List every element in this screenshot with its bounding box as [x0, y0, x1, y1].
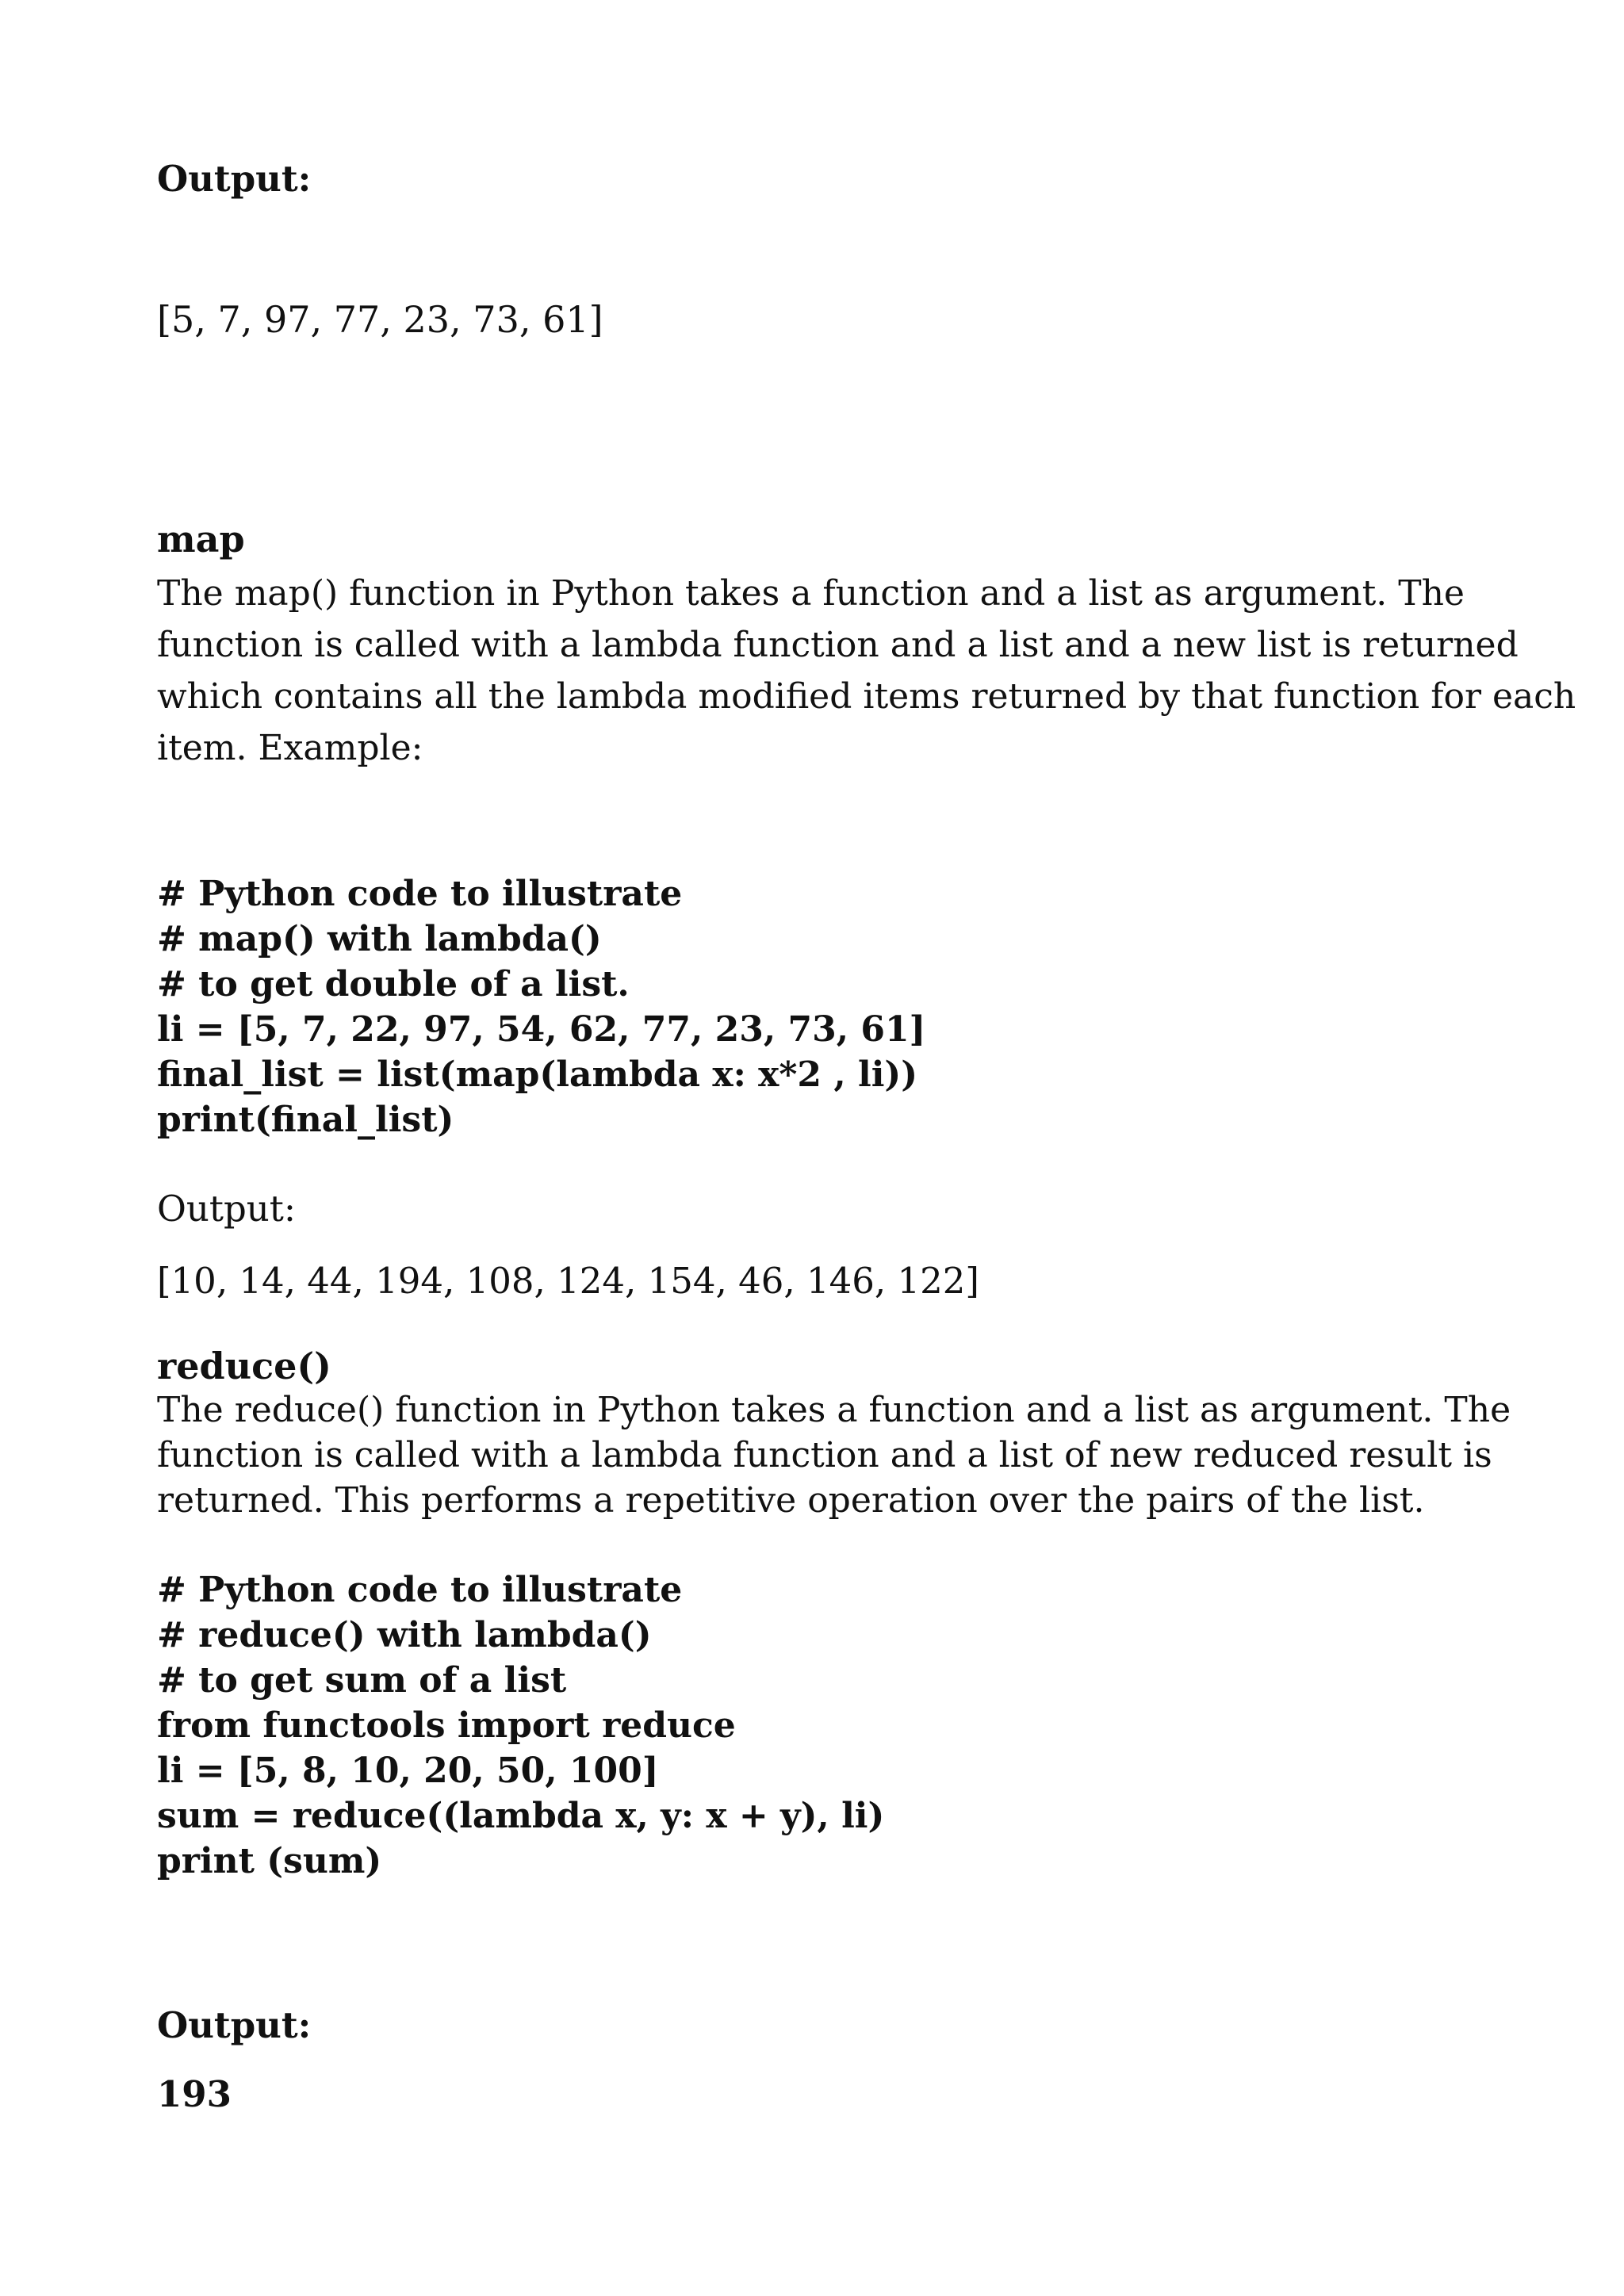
reduce-output-value: 193	[157, 2073, 232, 2115]
map-output-value: [10, 14, 44, 194, 108, 124, 154, 46, 146, 122]	[157, 1260, 979, 1302]
reduce-heading: reduce()	[157, 1345, 331, 1387]
paragraph-line: item. Example:	[157, 728, 423, 768]
code-line: # Python code to illustrate	[157, 874, 683, 914]
reduce-description	[157, 1387, 1511, 1523]
code-line: li = [5, 8, 10, 20, 50, 100]	[157, 1751, 659, 1791]
output-heading: Output:	[157, 158, 312, 200]
paragraph-line: which contains all the lambda modified items returned by that function for each	[157, 676, 1576, 717]
code-line: sum = reduce((lambda x, y: x + y), li)	[157, 1796, 885, 1836]
paragraph-line: The map() function in Python takes a function and a list as argument. The	[157, 573, 1465, 614]
paragraph-line: The reduce() function in Python takes a function and a list as argument. The	[157, 1390, 1511, 1430]
code-line: # reduce() with lambda()	[157, 1615, 652, 1655]
code-line: # map() with lambda()	[157, 919, 602, 959]
code-line: print(final_list)	[157, 1100, 454, 1140]
code-line: # to get double of a list.	[157, 964, 630, 1004]
code-line: li = [5, 7, 22, 97, 54, 62, 77, 23, 73, 61]	[157, 1009, 926, 1050]
reduce-output-heading: Output:	[157, 2004, 312, 2046]
code-line: # Python code to illustrate	[157, 1570, 683, 1610]
map-code-block	[157, 871, 925, 1142]
output-value: [5, 7, 97, 77, 23, 73, 61]	[157, 298, 603, 341]
code-line: print (sum)	[157, 1841, 382, 1881]
reduce-code-block	[157, 1567, 884, 1884]
map-heading: map	[157, 518, 245, 561]
code-line: final_list = list(map(lambda x: x*2 , li))	[157, 1054, 918, 1095]
paragraph-line: returned. This performs a repetitive operation over the pairs of the list.	[157, 1480, 1425, 1521]
paragraph-line: function is called with a lambda function and a list of new reduced result is	[157, 1435, 1492, 1475]
code-line: # to get sum of a list	[157, 1660, 567, 1701]
map-description	[157, 568, 1576, 774]
paragraph-line: function is called with a lambda function and a list and a new list is returned	[157, 625, 1519, 665]
code-line: from functools import reduce	[157, 1705, 736, 1746]
map-output-label: Output:	[157, 1188, 296, 1230]
